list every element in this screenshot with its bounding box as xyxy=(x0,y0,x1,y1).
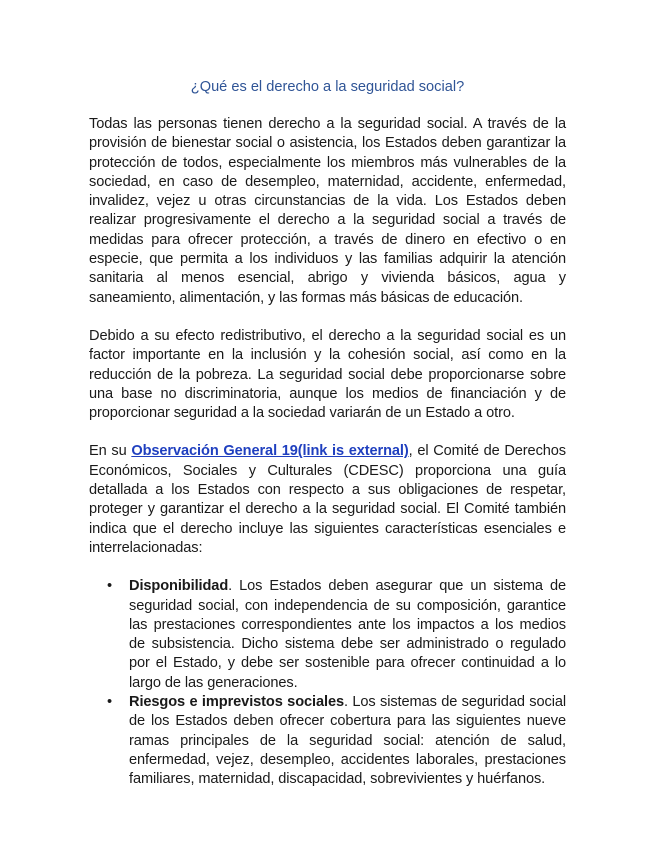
features-list xyxy=(89,577,566,789)
paragraph-lead-text: En su xyxy=(89,443,132,460)
paragraph-redistributive: Debido a su efecto redistributivo, el derecho a la seguridad social es un factor importante en la inclusión y la cohesión social, así como en la reducción de la pobreza. La seguridad social debe proporcionarse sobre una base no discriminatoria, aunque los medios de financiación y de proporcionar seguridad a la sociedad variarán de un Estado a otro. xyxy=(89,327,566,422)
feature-description: . Los Estados deben asegurar que un sistema de seguridad social, con independencia de su composición, garantice las prestaciones correspondientes ante los impactos a los medios de subsistencia. Dicho sistema debe ser administrado o regulado por el Estado, y debe ser sostenible para ofrecer continuidad a lo largo de las generaciones. xyxy=(129,578,566,691)
bullet-icon: • xyxy=(107,694,113,711)
paragraph-body-text: , el Comité de Derechos Económicos, Sociales y Culturales (CDESC) proporciona una guía detallada a los Estados con respecto a sus obligaciones de respetar, proteger y garantizar el derecho a la seguridad social. El Comité también indica que el derecho incluye las siguientes características esenciales e interrelacionadas: xyxy=(89,443,567,556)
document-page xyxy=(89,78,566,790)
paragraph-general-comment xyxy=(89,442,566,558)
general-comment-19-link[interactable]: Observación General 19(link is external) xyxy=(131,443,409,460)
list-item xyxy=(107,577,566,693)
paragraph-intro: Todas las personas tienen derecho a la seguridad social. A través de la provisión de bienestar social o asistencia, los Estados deben garantizar la protección de todos, especialmente los miembros más vulnerables de la sociedad, en caso de desempleo, maternidad, accidente, enfermedad, invalidez, vejez u otras circunstancias de la vida. Los Estados deben realizar progresivamente el derecho a la seguridad social a través de medidas para ofrecer protección, a través de dinero en efectivo o en especie, que permita a los individuos y las familias adquirir la atención sanitaria al menos esencial, abrigo y vivienda básicos, agua y saneamiento, alimentación, y las formas más básicas de educación. xyxy=(89,116,566,306)
bullet-icon: • xyxy=(107,578,113,595)
list-item xyxy=(107,693,566,789)
page-title: ¿Qué es el derecho a la seguridad social? xyxy=(190,79,465,95)
feature-term: Riesgos e imprevistos sociales xyxy=(129,694,344,711)
feature-term: Disponibilidad xyxy=(129,578,229,595)
feature-description: . Los sistemas de seguridad social de los Estados deben ofrecer cobertura para las siguientes nueve ramas principales de la seguridad social: atención de salud, enfermedad, vejez, desempleo, accidentes laborales, prestaciones familiares, maternidad, discapacidad, sobrevivientes y huérfanos. xyxy=(129,694,566,788)
